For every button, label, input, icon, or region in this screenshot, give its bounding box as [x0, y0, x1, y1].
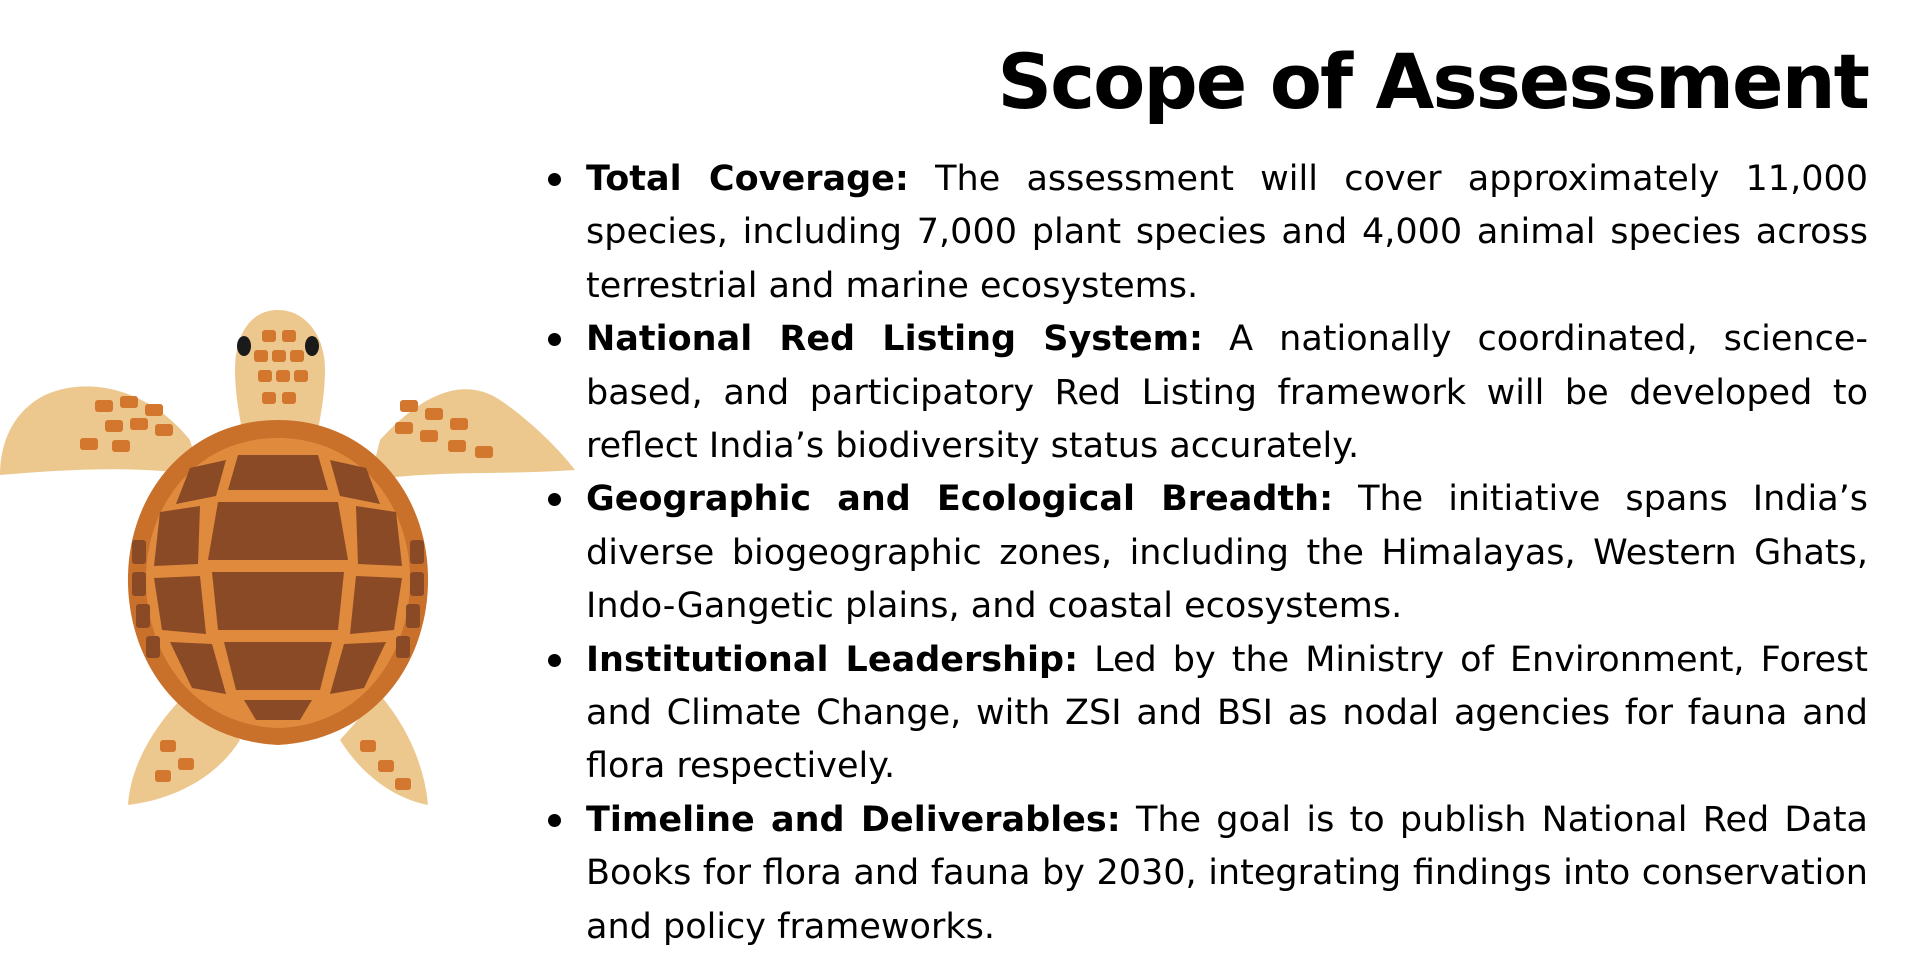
- bullet-list: [540, 153, 1868, 954]
- bullet-heading: Geographic and Ecological Breadth:: [586, 479, 1334, 520]
- bullet-heading: Timeline and Deliverables:: [586, 799, 1121, 840]
- bullet-geographic-breadth: [540, 473, 1868, 633]
- bullet-national-red-listing: [540, 313, 1868, 473]
- sea-turtle-illustration: [0, 300, 580, 820]
- bullet-dot-icon: [548, 333, 561, 346]
- bullet-dot-icon: [548, 654, 561, 667]
- bullet-dot-icon: [548, 493, 561, 506]
- bullet-dot-icon: [548, 814, 561, 827]
- bullet-text: Led by the Ministry of Environment, Forest and Climate Change, with ZSI and BSI as nodal agencies for fauna and flora respectively.: [586, 639, 1868, 787]
- bullet-text: A nationally coordinated, science-based, and participatory Red Listing framework will be developed to reflect India’s biodiversity status accurately.: [586, 319, 1868, 467]
- bullet-heading: National Red Listing System:: [586, 319, 1204, 360]
- bullet-dot-icon: [548, 173, 561, 186]
- slide-title: Scope of Assessment: [997, 37, 1868, 126]
- bullet-timeline-deliverables: [540, 794, 1868, 954]
- bullet-heading: Total Coverage:: [586, 159, 909, 199]
- bullet-institutional-leadership: [540, 634, 1868, 794]
- bullet-heading: Institutional Leadership:: [586, 639, 1079, 680]
- bullet-total-coverage: [540, 153, 1868, 313]
- bullet-text: The goal is to publish National Red Data Books for flora and fauna by 2030, integrating findings into conservation and policy frameworks.: [586, 799, 1869, 947]
- bullet-text: The initiative spans India’s diverse biogeographic zones, including the Himalayas, Western Ghats, Indo-Gangetic plains, and coastal ecosystems.: [586, 479, 1868, 627]
- bullet-text: The assessment will cover approximately 11,000 species, including 7,000 plant species and 4,000 animal species across terrestrial and marine ecosystems.: [586, 159, 1868, 306]
